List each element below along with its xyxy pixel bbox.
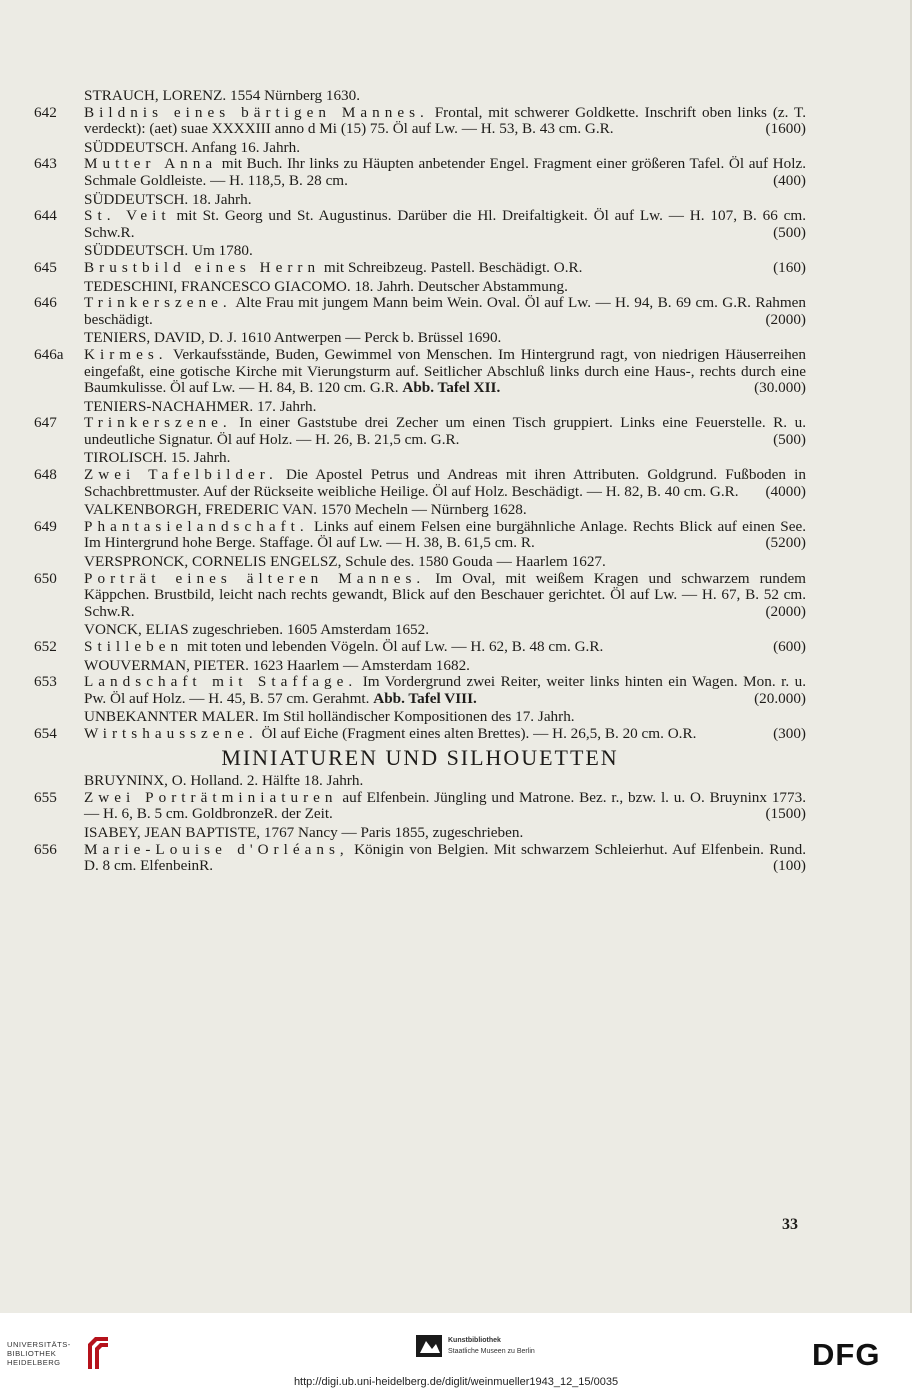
estimate-price: (1500) xyxy=(765,805,806,823)
catalog-entry xyxy=(34,773,806,823)
catalog-entries xyxy=(34,88,806,743)
permalink-url[interactable]: http://digi.ub.uni-heidelberg.de/diglit/weinmueller1943_12_15/0035 xyxy=(293,1376,619,1388)
artwork-title: Trinkerszene. xyxy=(84,294,232,312)
entry-text: auf Elfenbein. Jüngling und Matrone. Bez. r., bzw. l. u. O. Bruyninx 1773. — H. 6, B. 5 cm. GoldbronzeR. der Zeit. xyxy=(84,788,806,823)
artist-heading: TEDESCHINI, FRANCESCO GIACOMO. 18. Jahrh. Deutscher Abstammung. xyxy=(84,277,568,295)
artwork-title: St. Veit xyxy=(84,207,171,225)
catalog-entry xyxy=(34,450,806,500)
lot-number: 648 xyxy=(34,466,57,484)
plate-reference: Abb. Tafel VIII. xyxy=(373,689,477,707)
estimate-price: (400) xyxy=(773,171,806,189)
lot-number: 654 xyxy=(34,724,57,742)
lot-number: 650 xyxy=(34,569,57,587)
artwork-title: Trinkerszene. xyxy=(84,414,232,432)
artwork-title: Porträt eines älteren Mannes. xyxy=(84,569,426,587)
artwork-title: Mutter Anna xyxy=(84,155,218,173)
dfg-logo-text: DFG xyxy=(812,1339,881,1369)
estimate-price: (500) xyxy=(773,223,806,241)
catalog-entry xyxy=(34,622,806,655)
lot-number: 646a xyxy=(34,345,64,363)
catalog-entry xyxy=(34,88,806,138)
ub-heidelberg-emblem-icon xyxy=(85,1335,111,1371)
plate-reference: Abb. Tafel XII. xyxy=(402,379,501,397)
estimate-price: (2000) xyxy=(765,602,806,620)
catalog-entries-miniatures xyxy=(34,773,806,875)
catalog-entry xyxy=(34,243,806,276)
entry-description xyxy=(34,674,806,707)
estimate-price: (4000) xyxy=(765,482,806,500)
kunstbibliothek-text xyxy=(448,1335,535,1357)
artist-heading: ISABEY, JEAN BAPTISTE, 1767 Nancy — Paris 1855, zugeschrieben. xyxy=(84,823,524,841)
catalog-entry xyxy=(34,554,806,620)
entry-text: mit Schreibzeug. Pastell. Beschädigt. O.R. xyxy=(320,258,583,276)
entry-text: Im Vordergrund zwei Reiter, weiter links hinten ein Wagen. Mon. r. u. Pw. Öl auf Holz. — H. 45, B. 57 cm. Gerahmt. xyxy=(84,673,806,707)
catalog-entry xyxy=(34,399,806,449)
entry-description xyxy=(34,105,806,138)
artist-heading: UNBEKANNTER MALER. Im Stil holländischer Kompositionen des 17. Jahrh. xyxy=(84,708,575,726)
artist-heading: SÜDDEUTSCH. Um 1780. xyxy=(84,242,253,260)
library-line: BIBLIOTHEK xyxy=(7,1348,57,1358)
entry-description xyxy=(34,519,806,552)
page-number: 33 xyxy=(782,1216,798,1233)
artwork-title: Zwei Porträtminiaturen xyxy=(84,788,338,806)
artist-heading: VALKENBORGH, FREDERIC VAN. 1570 Mecheln — Nürnberg 1628. xyxy=(84,501,527,519)
entry-description xyxy=(34,156,806,189)
lot-number: 649 xyxy=(34,517,57,535)
artist-heading: SÜDDEUTSCH. Anfang 16. Jahrh. xyxy=(84,138,300,156)
estimate-price: (160) xyxy=(773,258,806,276)
entry-text: Königin von Belgien. Mit schwarzem Schleierhut. Auf Elfenbein. Rund. D. 8 cm. ElfenbeinR. xyxy=(84,840,806,875)
estimate-price: (2000) xyxy=(765,310,806,328)
lot-number: 644 xyxy=(34,207,57,225)
entry-description xyxy=(34,726,806,743)
kunstbibliothek-emblem-icon xyxy=(416,1335,442,1357)
entry-description xyxy=(34,260,806,277)
artist-heading: VONCK, ELIAS zugeschrieben. 1605 Amsterdam 1652. xyxy=(84,621,430,639)
entry-description xyxy=(34,571,806,621)
estimate-price: (300) xyxy=(773,724,806,742)
catalog-entry xyxy=(34,192,806,242)
entry-description xyxy=(34,208,806,241)
entry-description xyxy=(34,842,806,875)
entry-text: Frontal, mit schwerer Goldkette. Inschrift oben links (z. T. verdeckt): (aet) suae XXXXIII anno d Mi (15) 75. Öl auf Lw. — H. 53, B. 43 cm. G.R. xyxy=(84,103,806,138)
entry-description xyxy=(34,467,806,500)
artwork-title: Marie-Louise d'Orléans, xyxy=(84,840,349,858)
artwork-title: Phantasielandschaft. xyxy=(84,517,309,535)
artwork-title: Brustbild eines Herrn xyxy=(84,258,321,276)
lot-number: 652 xyxy=(34,638,57,655)
kunstbibliothek-subtitle: Staatliche Museen zu Berlin xyxy=(448,1348,535,1355)
artwork-title: Wirtshausszene. xyxy=(84,724,258,742)
artist-heading: BRUYNINX, O. Holland. 2. Hälfte 18. Jahrh. xyxy=(84,772,364,790)
entry-description xyxy=(34,639,806,656)
artist-heading: TENIERS-NACHAHMER. 17. Jahrh. xyxy=(84,397,317,415)
artwork-title: Landschaft mit Staffage. xyxy=(84,673,358,691)
lot-number: 642 xyxy=(34,103,57,121)
lot-number: 656 xyxy=(34,840,57,858)
artwork-title: Stilleben xyxy=(84,638,184,655)
section-heading: MINIATUREN UND SILHOUETTEN xyxy=(221,744,619,770)
university-library-logo[interactable] xyxy=(7,1335,111,1371)
estimate-price: (600) xyxy=(773,638,806,655)
artist-heading: STRAUCH, LORENZ. 1554 Nürnberg 1630. xyxy=(84,87,361,104)
catalog-entry xyxy=(34,279,806,329)
estimate-price: (20.000) xyxy=(754,689,806,707)
estimate-price: (30.000) xyxy=(754,379,806,397)
university-library-name xyxy=(7,1340,83,1367)
catalog-entry xyxy=(34,502,806,552)
kunstbibliothek-title: Kunstbibliothek xyxy=(448,1337,501,1344)
entry-text: Links auf einem Felsen eine burgähnliche Anlage. Rechts Blick auf einen See. Im Hintergrund hohe Berge. Staffage. Öl auf Lw. — H. 38, B. 61,5 cm. R. xyxy=(84,517,806,552)
entry-description xyxy=(34,415,806,448)
entry-text: In einer Gaststube drei Zecher um einen Tisch gruppiert. Links eine Feuerstelle. R. u. undeutliche Signatur. Öl auf Holz. — H. 26, B. 21,5 cm. G.R. xyxy=(84,414,806,448)
artwork-title: Kirmes. xyxy=(84,345,168,363)
artist-heading: WOUVERMAN, PIETER. 1623 Haarlem — Amsterdam 1682. xyxy=(84,656,470,674)
lot-number: 655 xyxy=(34,788,57,806)
lot-number: 646 xyxy=(34,294,57,312)
artist-heading: VERSPRONCK, CORNELIS ENGELSZ, Schule des. 1580 Gouda — Haarlem 1627. xyxy=(84,553,606,571)
artist-heading: SÜDDEUTSCH. 18. Jahrh. xyxy=(84,190,252,208)
catalog-entry xyxy=(34,330,806,396)
entry-description xyxy=(34,790,806,823)
dfg-logo[interactable] xyxy=(812,1339,898,1369)
entry-text: mit toten und lebenden Vögeln. Öl auf Lw. — H. 62, B. 48 cm. G.R. xyxy=(183,638,604,655)
artist-heading: TENIERS, DAVID, D. J. 1610 Antwerpen — Perck b. Brüssel 1690. xyxy=(84,329,502,347)
catalog-entry xyxy=(34,140,806,190)
entry-text: mit St. Georg und St. Augustinus. Darüber die Hl. Dreifaltigkeit. Öl auf Lw. — H. 107, B. 66 cm. Schw.R. xyxy=(84,207,806,241)
estimate-price: (5200) xyxy=(765,534,806,552)
lot-number: 643 xyxy=(34,155,57,173)
library-line: HEIDELBERG xyxy=(7,1357,61,1367)
artwork-title: Zwei Tafelbilder. xyxy=(84,466,278,484)
catalog-entry xyxy=(34,825,806,875)
entry-text: Öl auf Eiche (Fragment eines alten Brettes). — H. 26,5, B. 20 cm. O.R. xyxy=(257,724,697,742)
library-line: UNIVERSITÄTS- xyxy=(7,1339,71,1349)
estimate-price: (500) xyxy=(773,430,806,448)
footer xyxy=(0,1313,912,1389)
entry-text: Im Oval, mit weißem Kragen und schwarzem rundem Käppchen. Brustbild, leicht nach rechts gewandt, Blick auf den Beschauer gerichtet. Öl auf Lw. — H. 67, B. 52 cm. Schw.R. xyxy=(84,569,806,620)
lot-number: 647 xyxy=(34,414,57,432)
lot-number: 653 xyxy=(34,673,57,691)
artist-heading: TIROLISCH. 15. Jahrh. xyxy=(84,449,231,467)
entry-text: Alte Frau mit jungem Mann beim Wein. Oval. Öl auf Lw. — H. 94, B. 69 cm. G.R. Rahmen beschädigt. xyxy=(84,294,806,328)
entry-description xyxy=(34,295,806,328)
kunstbibliothek-logo[interactable] xyxy=(416,1335,535,1357)
lot-number: 645 xyxy=(34,258,57,276)
catalog-text xyxy=(34,88,806,877)
entry-description xyxy=(34,347,806,397)
estimate-price: (1600) xyxy=(765,120,806,138)
artwork-title: Bildnis eines bärtigen Mannes. xyxy=(84,103,429,121)
catalog-entry xyxy=(34,709,806,742)
entry-text: Die Apostel Petrus und Andreas mit ihren Attributen. Goldgrund. Fußboden in Schachbrettmuster. Auf der Rückseite weibliche Heilige. Öl auf Holz. Beschädigt. — H. 82, B. 40 cm. G.R. xyxy=(84,466,806,500)
entry-text: Verkaufsstände, Buden, Gewimmel von Menschen. Im Hintergrund ragt, von niedrigen Häuserreihen eingefaßt, eine gotische Kirche mit Vierungsturm auf. Seitlicher Abschluß links durch eine Haus-, rechts durch eine Baumkulisse. Öl auf Lw. — H. 84, B. 120 cm. G.R. xyxy=(84,345,806,397)
catalog-entry xyxy=(34,658,806,708)
entry-text: mit Buch. Ihr links zu Häupten anbetender Engel. Fragment einer größeren Tafel. Öl auf Holz. Schmale Goldleiste. — H. 118,5, B. 28 cm. xyxy=(84,155,806,189)
estimate-price: (100) xyxy=(773,857,806,875)
